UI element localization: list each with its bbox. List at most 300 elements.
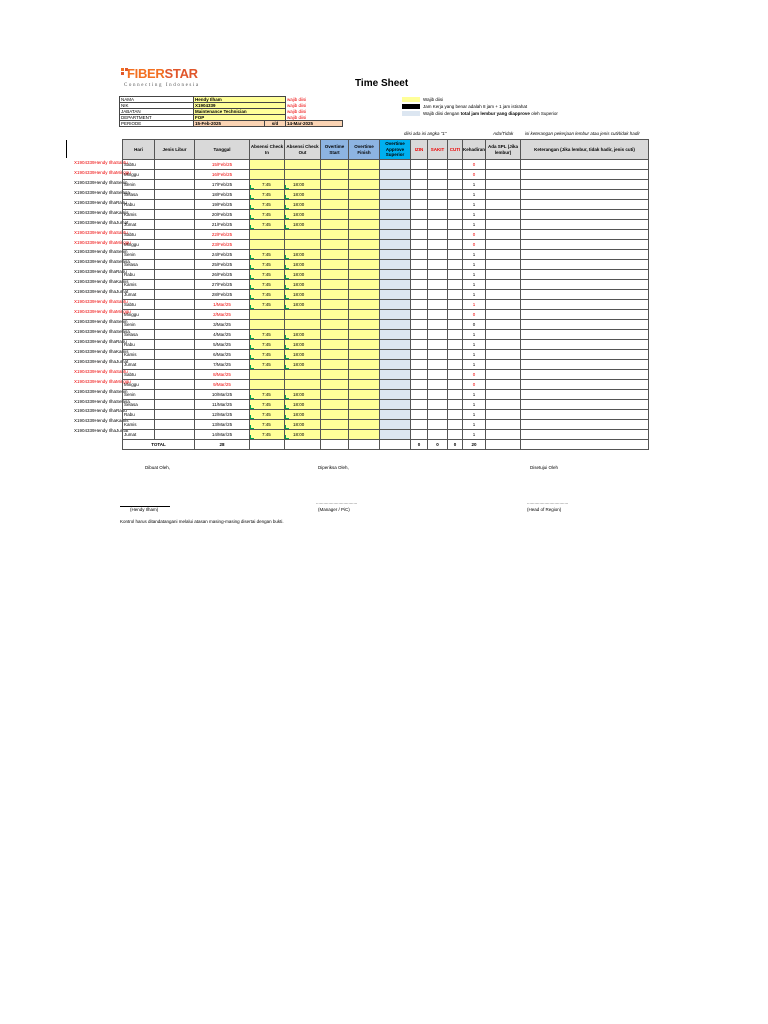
info-value-jabatan[interactable]: Maintenance Technician — [194, 109, 286, 115]
cell-check-in[interactable] — [250, 240, 285, 250]
cell-spl[interactable] — [486, 360, 521, 370]
cell-check-in[interactable] — [250, 250, 285, 260]
cell-jenis-libur[interactable] — [155, 370, 195, 380]
cell-cuti[interactable] — [448, 260, 463, 270]
cell-overtime-finish[interactable] — [349, 170, 380, 180]
cell-spl[interactable] — [486, 390, 521, 400]
cell-cuti[interactable] — [448, 170, 463, 180]
cell-overtime-approve[interactable] — [380, 290, 411, 300]
cell-spl[interactable] — [486, 170, 521, 180]
cell-overtime-approve[interactable] — [380, 200, 411, 210]
cell-jenis-libur[interactable] — [155, 340, 195, 350]
cell-jenis-libur[interactable] — [155, 190, 195, 200]
cell-izin[interactable] — [411, 280, 428, 290]
cell-spl[interactable] — [486, 220, 521, 230]
cell-check-out[interactable] — [285, 350, 321, 360]
cell-keterangan[interactable] — [521, 320, 649, 330]
cell-izin[interactable] — [411, 240, 428, 250]
cell-overtime-start[interactable] — [321, 430, 349, 440]
cell-cuti[interactable] — [448, 160, 463, 170]
cell-overtime-start[interactable] — [321, 280, 349, 290]
cell-cuti[interactable] — [448, 380, 463, 390]
cell-overtime-approve[interactable] — [380, 320, 411, 330]
cell-spl[interactable] — [486, 260, 521, 270]
cell-jenis-libur[interactable] — [155, 240, 195, 250]
cell-overtime-start[interactable] — [321, 250, 349, 260]
cell-overtime-approve[interactable] — [380, 430, 411, 440]
cell-keterangan[interactable] — [521, 430, 649, 440]
cell-sakit[interactable] — [428, 310, 448, 320]
cell-jenis-libur[interactable] — [155, 390, 195, 400]
cell-overtime-finish[interactable] — [349, 300, 380, 310]
cell-sakit[interactable] — [428, 170, 448, 180]
cell-sakit[interactable] — [428, 210, 448, 220]
cell-spl[interactable] — [486, 300, 521, 310]
cell-sakit[interactable] — [428, 360, 448, 370]
cell-overtime-start[interactable] — [321, 160, 349, 170]
cell-overtime-finish[interactable] — [349, 290, 380, 300]
cell-overtime-approve[interactable] — [380, 370, 411, 380]
cell-check-in[interactable] — [250, 280, 285, 290]
cell-check-in[interactable] — [250, 380, 285, 390]
cell-jenis-libur[interactable] — [155, 210, 195, 220]
cell-keterangan[interactable] — [521, 420, 649, 430]
cell-spl[interactable] — [486, 320, 521, 330]
cell-jenis-libur[interactable] — [155, 250, 195, 260]
cell-spl[interactable] — [486, 430, 521, 440]
cell-keterangan[interactable] — [521, 380, 649, 390]
cell-overtime-start[interactable] — [321, 260, 349, 270]
cell-overtime-approve[interactable] — [380, 360, 411, 370]
cell-sakit[interactable] — [428, 250, 448, 260]
cell-spl[interactable] — [486, 160, 521, 170]
cell-overtime-finish[interactable] — [349, 260, 380, 270]
cell-check-out[interactable] — [285, 290, 321, 300]
cell-check-out[interactable] — [285, 200, 321, 210]
cell-izin[interactable] — [411, 230, 428, 240]
cell-izin[interactable] — [411, 260, 428, 270]
cell-overtime-finish[interactable] — [349, 330, 380, 340]
cell-izin[interactable] — [411, 250, 428, 260]
cell-spl[interactable] — [486, 370, 521, 380]
cell-overtime-start[interactable] — [321, 320, 349, 330]
cell-overtime-approve[interactable] — [380, 410, 411, 420]
cell-overtime-approve[interactable] — [380, 390, 411, 400]
cell-sakit[interactable] — [428, 230, 448, 240]
cell-overtime-start[interactable] — [321, 300, 349, 310]
cell-sakit[interactable] — [428, 430, 448, 440]
cell-check-out[interactable] — [285, 420, 321, 430]
cell-sakit[interactable] — [428, 420, 448, 430]
cell-jenis-libur[interactable] — [155, 280, 195, 290]
cell-keterangan[interactable] — [521, 300, 649, 310]
cell-spl[interactable] — [486, 190, 521, 200]
periode-end[interactable]: 14-Mar-2025 — [286, 121, 343, 127]
cell-overtime-finish[interactable] — [349, 400, 380, 410]
cell-jenis-libur[interactable] — [155, 230, 195, 240]
cell-sakit[interactable] — [428, 160, 448, 170]
cell-keterangan[interactable] — [521, 360, 649, 370]
cell-overtime-approve[interactable] — [380, 250, 411, 260]
cell-overtime-start[interactable] — [321, 410, 349, 420]
cell-cuti[interactable] — [448, 290, 463, 300]
cell-overtime-finish[interactable] — [349, 240, 380, 250]
cell-sakit[interactable] — [428, 410, 448, 420]
cell-overtime-start[interactable] — [321, 390, 349, 400]
cell-check-in[interactable] — [250, 360, 285, 370]
cell-overtime-start[interactable] — [321, 240, 349, 250]
cell-sakit[interactable] — [428, 180, 448, 190]
cell-izin[interactable] — [411, 220, 428, 230]
cell-keterangan[interactable] — [521, 160, 649, 170]
cell-jenis-libur[interactable] — [155, 430, 195, 440]
cell-spl[interactable] — [486, 230, 521, 240]
cell-overtime-start[interactable] — [321, 340, 349, 350]
cell-check-out[interactable] — [285, 370, 321, 380]
cell-cuti[interactable] — [448, 250, 463, 260]
cell-cuti[interactable] — [448, 180, 463, 190]
cell-keterangan[interactable] — [521, 280, 649, 290]
cell-cuti[interactable] — [448, 190, 463, 200]
cell-spl[interactable] — [486, 410, 521, 420]
cell-check-out[interactable] — [285, 230, 321, 240]
cell-check-out[interactable] — [285, 210, 321, 220]
cell-jenis-libur[interactable] — [155, 400, 195, 410]
cell-sakit[interactable] — [428, 390, 448, 400]
cell-sakit[interactable] — [428, 380, 448, 390]
cell-check-out[interactable] — [285, 250, 321, 260]
cell-sakit[interactable] — [428, 330, 448, 340]
cell-overtime-approve[interactable] — [380, 340, 411, 350]
cell-cuti[interactable] — [448, 310, 463, 320]
cell-overtime-start[interactable] — [321, 420, 349, 430]
cell-overtime-approve[interactable] — [380, 400, 411, 410]
cell-overtime-approve[interactable] — [380, 260, 411, 270]
cell-check-out[interactable] — [285, 410, 321, 420]
cell-cuti[interactable] — [448, 240, 463, 250]
cell-overtime-finish[interactable] — [349, 160, 380, 170]
cell-check-in[interactable] — [250, 180, 285, 190]
cell-sakit[interactable] — [428, 260, 448, 270]
cell-izin[interactable] — [411, 290, 428, 300]
cell-spl[interactable] — [486, 350, 521, 360]
cell-izin[interactable] — [411, 410, 428, 420]
cell-check-in[interactable] — [250, 350, 285, 360]
cell-check-out[interactable] — [285, 430, 321, 440]
cell-overtime-approve[interactable] — [380, 350, 411, 360]
cell-overtime-start[interactable] — [321, 200, 349, 210]
cell-cuti[interactable] — [448, 320, 463, 330]
cell-check-out[interactable] — [285, 160, 321, 170]
cell-check-out[interactable] — [285, 180, 321, 190]
cell-check-out[interactable] — [285, 330, 321, 340]
cell-jenis-libur[interactable] — [155, 380, 195, 390]
cell-cuti[interactable] — [448, 400, 463, 410]
cell-check-out[interactable] — [285, 390, 321, 400]
cell-cuti[interactable] — [448, 350, 463, 360]
cell-spl[interactable] — [486, 280, 521, 290]
cell-overtime-start[interactable] — [321, 180, 349, 190]
cell-check-in[interactable] — [250, 260, 285, 270]
cell-check-out[interactable] — [285, 310, 321, 320]
cell-jenis-libur[interactable] — [155, 270, 195, 280]
cell-overtime-start[interactable] — [321, 220, 349, 230]
cell-check-out[interactable] — [285, 360, 321, 370]
cell-check-out[interactable] — [285, 220, 321, 230]
cell-overtime-finish[interactable] — [349, 280, 380, 290]
cell-check-out[interactable] — [285, 300, 321, 310]
cell-izin[interactable] — [411, 180, 428, 190]
cell-izin[interactable] — [411, 310, 428, 320]
cell-jenis-libur[interactable] — [155, 300, 195, 310]
cell-izin[interactable] — [411, 300, 428, 310]
cell-overtime-start[interactable] — [321, 210, 349, 220]
cell-izin[interactable] — [411, 190, 428, 200]
cell-check-in[interactable] — [250, 330, 285, 340]
cell-cuti[interactable] — [448, 280, 463, 290]
info-value-department[interactable]: FOP — [194, 115, 286, 121]
cell-check-out[interactable] — [285, 320, 321, 330]
cell-izin[interactable] — [411, 390, 428, 400]
cell-overtime-approve[interactable] — [380, 170, 411, 180]
cell-overtime-approve[interactable] — [380, 160, 411, 170]
cell-keterangan[interactable] — [521, 230, 649, 240]
cell-izin[interactable] — [411, 270, 428, 280]
cell-cuti[interactable] — [448, 210, 463, 220]
cell-izin[interactable] — [411, 170, 428, 180]
cell-overtime-approve[interactable] — [380, 420, 411, 430]
cell-izin[interactable] — [411, 200, 428, 210]
cell-check-in[interactable] — [250, 290, 285, 300]
cell-cuti[interactable] — [448, 200, 463, 210]
cell-jenis-libur[interactable] — [155, 320, 195, 330]
cell-spl[interactable] — [486, 180, 521, 190]
cell-check-in[interactable] — [250, 200, 285, 210]
cell-izin[interactable] — [411, 380, 428, 390]
cell-spl[interactable] — [486, 290, 521, 300]
cell-keterangan[interactable] — [521, 180, 649, 190]
cell-sakit[interactable] — [428, 350, 448, 360]
cell-sakit[interactable] — [428, 240, 448, 250]
cell-izin[interactable] — [411, 400, 428, 410]
cell-check-out[interactable] — [285, 340, 321, 350]
cell-overtime-approve[interactable] — [380, 330, 411, 340]
cell-jenis-libur[interactable] — [155, 350, 195, 360]
cell-cuti[interactable] — [448, 340, 463, 350]
cell-jenis-libur[interactable] — [155, 180, 195, 190]
cell-cuti[interactable] — [448, 330, 463, 340]
cell-izin[interactable] — [411, 160, 428, 170]
cell-overtime-finish[interactable] — [349, 350, 380, 360]
cell-spl[interactable] — [486, 250, 521, 260]
cell-overtime-start[interactable] — [321, 330, 349, 340]
cell-jenis-libur[interactable] — [155, 220, 195, 230]
cell-check-in[interactable] — [250, 340, 285, 350]
periode-start[interactable]: 15-Feb-2025 — [194, 121, 265, 127]
cell-overtime-finish[interactable] — [349, 310, 380, 320]
cell-overtime-finish[interactable] — [349, 380, 380, 390]
cell-keterangan[interactable] — [521, 390, 649, 400]
cell-overtime-finish[interactable] — [349, 390, 380, 400]
cell-check-out[interactable] — [285, 190, 321, 200]
cell-jenis-libur[interactable] — [155, 160, 195, 170]
cell-cuti[interactable] — [448, 220, 463, 230]
cell-keterangan[interactable] — [521, 170, 649, 180]
cell-overtime-start[interactable] — [321, 380, 349, 390]
cell-izin[interactable] — [411, 370, 428, 380]
info-value-nama[interactable]: Hendy Ilham — [194, 97, 286, 103]
cell-overtime-finish[interactable] — [349, 320, 380, 330]
cell-check-in[interactable] — [250, 420, 285, 430]
cell-overtime-approve[interactable] — [380, 230, 411, 240]
cell-overtime-finish[interactable] — [349, 270, 380, 280]
cell-keterangan[interactable] — [521, 310, 649, 320]
cell-overtime-start[interactable] — [321, 290, 349, 300]
cell-cuti[interactable] — [448, 390, 463, 400]
cell-overtime-finish[interactable] — [349, 410, 380, 420]
cell-check-in[interactable] — [250, 210, 285, 220]
cell-keterangan[interactable] — [521, 270, 649, 280]
cell-overtime-start[interactable] — [321, 310, 349, 320]
cell-spl[interactable] — [486, 310, 521, 320]
cell-jenis-libur[interactable] — [155, 330, 195, 340]
cell-overtime-start[interactable] — [321, 230, 349, 240]
cell-sakit[interactable] — [428, 340, 448, 350]
cell-check-out[interactable] — [285, 380, 321, 390]
cell-keterangan[interactable] — [521, 290, 649, 300]
cell-izin[interactable] — [411, 340, 428, 350]
cell-overtime-start[interactable] — [321, 170, 349, 180]
cell-cuti[interactable] — [448, 420, 463, 430]
cell-spl[interactable] — [486, 400, 521, 410]
cell-sakit[interactable] — [428, 220, 448, 230]
cell-izin[interactable] — [411, 210, 428, 220]
cell-overtime-approve[interactable] — [380, 310, 411, 320]
cell-overtime-finish[interactable] — [349, 220, 380, 230]
info-value-nik[interactable]: X1904339 — [194, 103, 286, 109]
cell-cuti[interactable] — [448, 410, 463, 420]
cell-keterangan[interactable] — [521, 210, 649, 220]
cell-overtime-approve[interactable] — [380, 300, 411, 310]
cell-keterangan[interactable] — [521, 220, 649, 230]
cell-cuti[interactable] — [448, 430, 463, 440]
cell-check-in[interactable] — [250, 320, 285, 330]
cell-jenis-libur[interactable] — [155, 170, 195, 180]
cell-overtime-finish[interactable] — [349, 230, 380, 240]
cell-overtime-finish[interactable] — [349, 250, 380, 260]
cell-jenis-libur[interactable] — [155, 360, 195, 370]
cell-sakit[interactable] — [428, 190, 448, 200]
cell-overtime-start[interactable] — [321, 350, 349, 360]
cell-spl[interactable] — [486, 340, 521, 350]
cell-sakit[interactable] — [428, 200, 448, 210]
cell-overtime-finish[interactable] — [349, 370, 380, 380]
cell-overtime-finish[interactable] — [349, 430, 380, 440]
cell-check-in[interactable] — [250, 310, 285, 320]
cell-spl[interactable] — [486, 210, 521, 220]
cell-sakit[interactable] — [428, 300, 448, 310]
cell-overtime-finish[interactable] — [349, 420, 380, 430]
cell-check-in[interactable] — [250, 390, 285, 400]
cell-overtime-finish[interactable] — [349, 180, 380, 190]
cell-check-out[interactable] — [285, 240, 321, 250]
cell-izin[interactable] — [411, 320, 428, 330]
cell-check-in[interactable] — [250, 400, 285, 410]
cell-cuti[interactable] — [448, 270, 463, 280]
cell-overtime-approve[interactable] — [380, 380, 411, 390]
cell-cuti[interactable] — [448, 300, 463, 310]
cell-keterangan[interactable] — [521, 200, 649, 210]
cell-izin[interactable] — [411, 350, 428, 360]
cell-check-out[interactable] — [285, 280, 321, 290]
cell-check-in[interactable] — [250, 300, 285, 310]
cell-keterangan[interactable] — [521, 190, 649, 200]
cell-check-in[interactable] — [250, 370, 285, 380]
cell-spl[interactable] — [486, 270, 521, 280]
cell-check-in[interactable] — [250, 410, 285, 420]
cell-overtime-finish[interactable] — [349, 360, 380, 370]
cell-keterangan[interactable] — [521, 340, 649, 350]
cell-izin[interactable] — [411, 360, 428, 370]
cell-overtime-finish[interactable] — [349, 200, 380, 210]
cell-cuti[interactable] — [448, 230, 463, 240]
cell-keterangan[interactable] — [521, 410, 649, 420]
cell-check-in[interactable] — [250, 190, 285, 200]
cell-overtime-start[interactable] — [321, 190, 349, 200]
cell-keterangan[interactable] — [521, 350, 649, 360]
cell-sakit[interactable] — [428, 270, 448, 280]
cell-spl[interactable] — [486, 240, 521, 250]
cell-check-out[interactable] — [285, 270, 321, 280]
cell-overtime-approve[interactable] — [380, 240, 411, 250]
cell-keterangan[interactable] — [521, 370, 649, 380]
cell-check-out[interactable] — [285, 260, 321, 270]
cell-sakit[interactable] — [428, 400, 448, 410]
cell-sakit[interactable] — [428, 320, 448, 330]
cell-overtime-approve[interactable] — [380, 280, 411, 290]
cell-overtime-approve[interactable] — [380, 190, 411, 200]
cell-overtime-approve[interactable] — [380, 210, 411, 220]
cell-jenis-libur[interactable] — [155, 290, 195, 300]
cell-overtime-approve[interactable] — [380, 270, 411, 280]
cell-jenis-libur[interactable] — [155, 200, 195, 210]
cell-izin[interactable] — [411, 420, 428, 430]
cell-sakit[interactable] — [428, 280, 448, 290]
cell-check-out[interactable] — [285, 170, 321, 180]
cell-overtime-start[interactable] — [321, 400, 349, 410]
cell-jenis-libur[interactable] — [155, 310, 195, 320]
cell-izin[interactable] — [411, 430, 428, 440]
cell-sakit[interactable] — [428, 290, 448, 300]
cell-spl[interactable] — [486, 380, 521, 390]
cell-keterangan[interactable] — [521, 400, 649, 410]
cell-izin[interactable] — [411, 330, 428, 340]
cell-overtime-approve[interactable] — [380, 220, 411, 230]
cell-check-in[interactable] — [250, 230, 285, 240]
cell-spl[interactable] — [486, 200, 521, 210]
cell-sakit[interactable] — [428, 370, 448, 380]
cell-overtime-finish[interactable] — [349, 190, 380, 200]
cell-check-in[interactable] — [250, 430, 285, 440]
cell-keterangan[interactable] — [521, 240, 649, 250]
cell-overtime-start[interactable] — [321, 270, 349, 280]
cell-keterangan[interactable] — [521, 330, 649, 340]
cell-check-in[interactable] — [250, 170, 285, 180]
cell-jenis-libur[interactable] — [155, 260, 195, 270]
cell-jenis-libur[interactable] — [155, 410, 195, 420]
cell-overtime-start[interactable] — [321, 360, 349, 370]
cell-jenis-libur[interactable] — [155, 420, 195, 430]
